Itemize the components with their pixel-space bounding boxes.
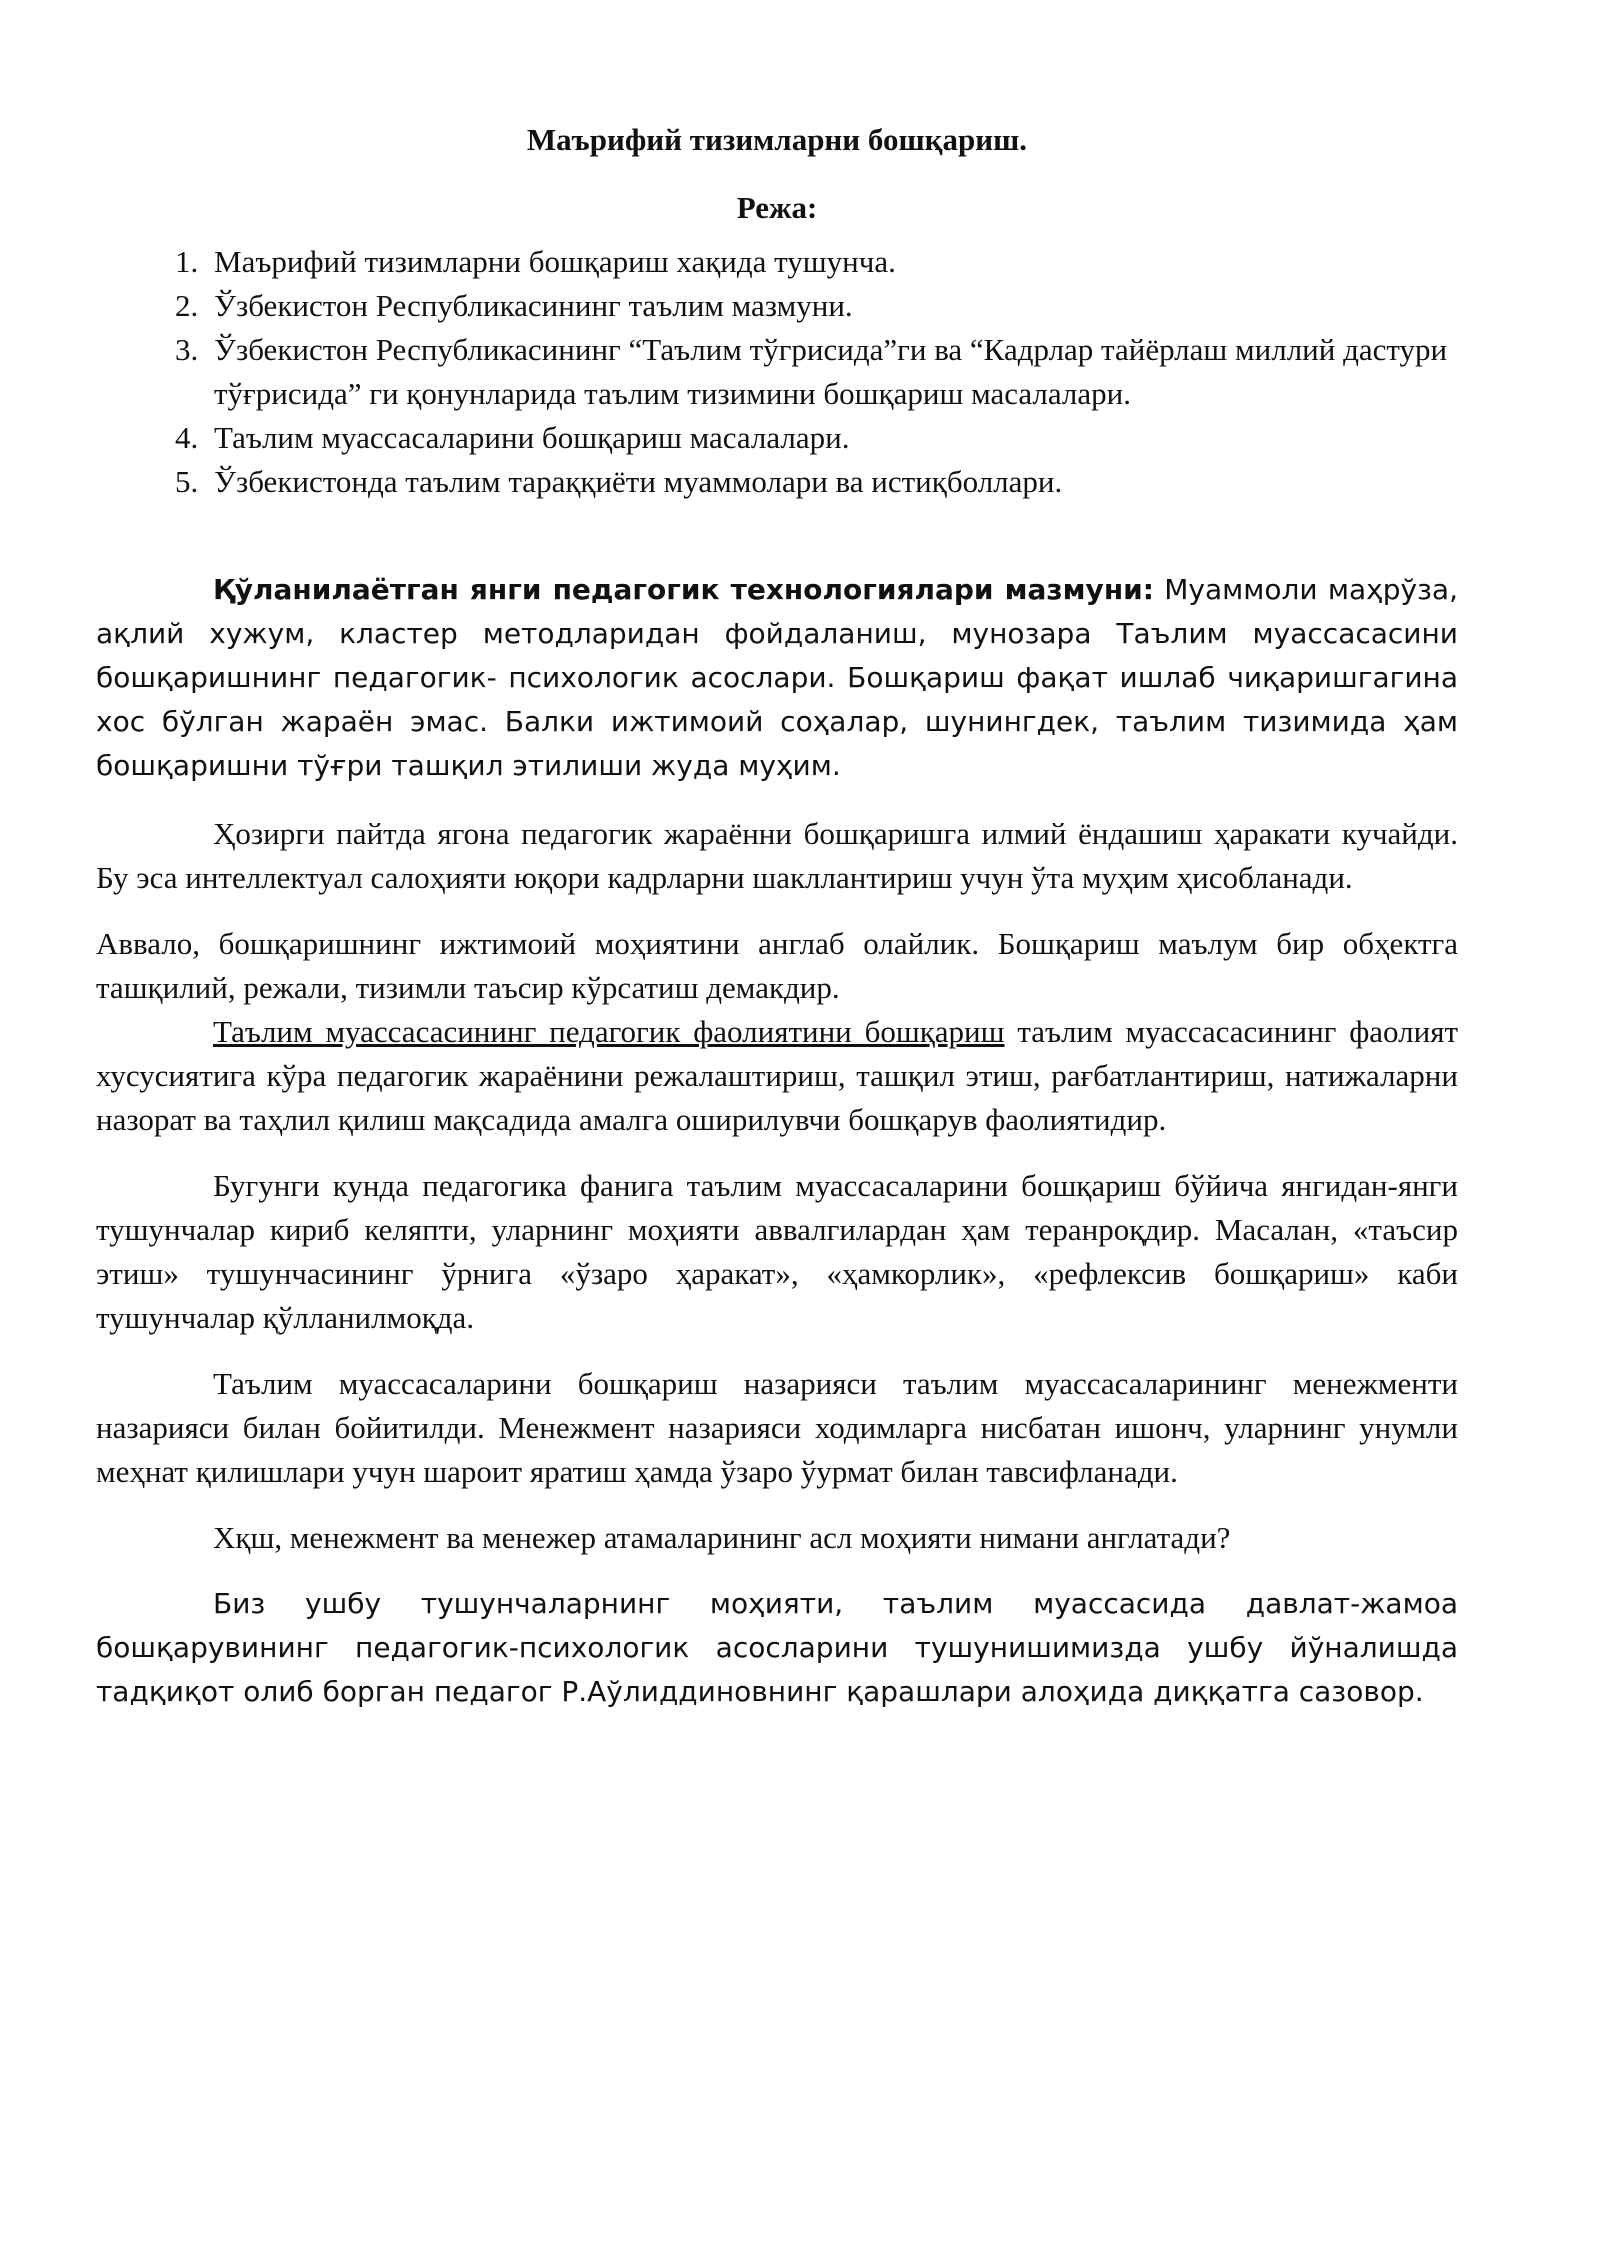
plan-item: 2. Ўзбекистон Республикасининг таълим мазмуни.	[206, 284, 1458, 328]
paragraph-text: таълим муассасасининг фаолият хусусиятига кўра педагогик жараёнини режалаштириш, ташқил этиш, рағбатлантириш, натижаларни назорат ва таҳлил қилиш мақсадида амалга оширилувчи бошқарув фаолиятидир.	[96, 1014, 1458, 1137]
plan-item: 4. Таълим муассасаларини бошқариш масалалари.	[206, 416, 1458, 460]
plan-item: 1. Маърифий тизимларни бошқариш хақида тушунча.	[206, 240, 1458, 284]
paragraph-management-theory: Таълим муассасаларини бошқариш назарияси таълим муассасаларининг менежменти назарияси билан бойитилди. Менежмент назарияси ходимларга нисбатан ишонч, уларнинг унумли меҳнат қилишлари учун шароит яратиш ҳамда ўзаро ўурмат билан тавсифланади.	[96, 1366, 1458, 1489]
underlined-term: Таълим муассасасининг педагогик фаолиятини бошқариш	[213, 1014, 1005, 1049]
document-page	[96, 118, 1458, 1714]
plan-heading: Режа:	[736, 190, 818, 225]
paragraph-conclusion: Биз ушбу тушунчаларнинг моҳияти, таълим муассасида давлат-жамоа бошқарувининг педагогик-психологик асосларини тушунишимизда ушбу йўналишда тадқиқот олиб борган педагог Р.Аўлиддиновнинг қарашлари алоҳида диққатга сазовор.	[96, 1587, 1458, 1708]
paragraph-current-approach: Ҳозирги пайтда ягона педагогик жараённи бошқаришга илмий ёндашиш ҳаракати кучайди. Бу эса интеллектуал салоҳияти юқори кадрларни шакллантириш учун ўта муҳим ҳисобланади.	[96, 816, 1458, 895]
paragraph-management-essence: Аввало, бошқаришнинг ижтимоий моҳиятини англаб олайлик. Бошқариш маълум бир обҳектга ташқилий, режали, тизимли таъсир кўрсатиш демакдир.	[96, 926, 1458, 1005]
paragraph-technologies	[96, 568, 1458, 788]
paragraph-text: Муаммоли маҳрўза, ақлий хужум, кластер методларидан фойдаланиш, мунозара Таълим муассасасини бошқаришнинг педагогик- психологик асослари. Бошқариш фақат ишлаб чиқаришгагина хос бўлган жараён эмас. Балки ижтимоий соҳалар, шунингдек, таълим тизимида ҳам бошқаришни тўғри ташқил этилиши жуда муҳим.	[96, 573, 1458, 782]
paragraph-lead-bold: Қўланилаётган янги педагогик технологиялари мазмуни:	[213, 573, 1154, 606]
plan-item: 5. Ўзбекистонда таълим тараққиёти муаммолари ва истиқболлари.	[206, 460, 1458, 504]
plan-item: 3. Ўзбекистон Республикасининг “Таълим тўгрисида”ги ва “Кадрлар тайёрлаш миллий дастури тўғрисида” ги қонунларида таълим тизимини бошқариш масалалари.	[206, 328, 1458, 416]
paragraph-question: Хқш, менежмент ва менежер атамаларининг асл моҳияти нимани англатади?	[213, 1520, 1231, 1555]
paragraph-pedagogical-management	[96, 1010, 1458, 1142]
plan-list	[96, 240, 1458, 504]
paragraph-new-concepts: Бугунги кунда педагогика фанига таълим муассасаларини бошқариш бўйича янгидан-янги тушунчалар кириб келяпти, уларнинг моҳияти аввалгилардан ҳам теранроқдир. Масалан, «таъсир этиш» тушунчасининг ўрнига «ўзаро ҳаракат», «ҳамкорлик», «рефлексив бошқариш» каби тушунчалар қўлланилмоқда.	[96, 1168, 1458, 1335]
document-title: Маърифий тизимларни бошқариш.	[526, 122, 1028, 157]
